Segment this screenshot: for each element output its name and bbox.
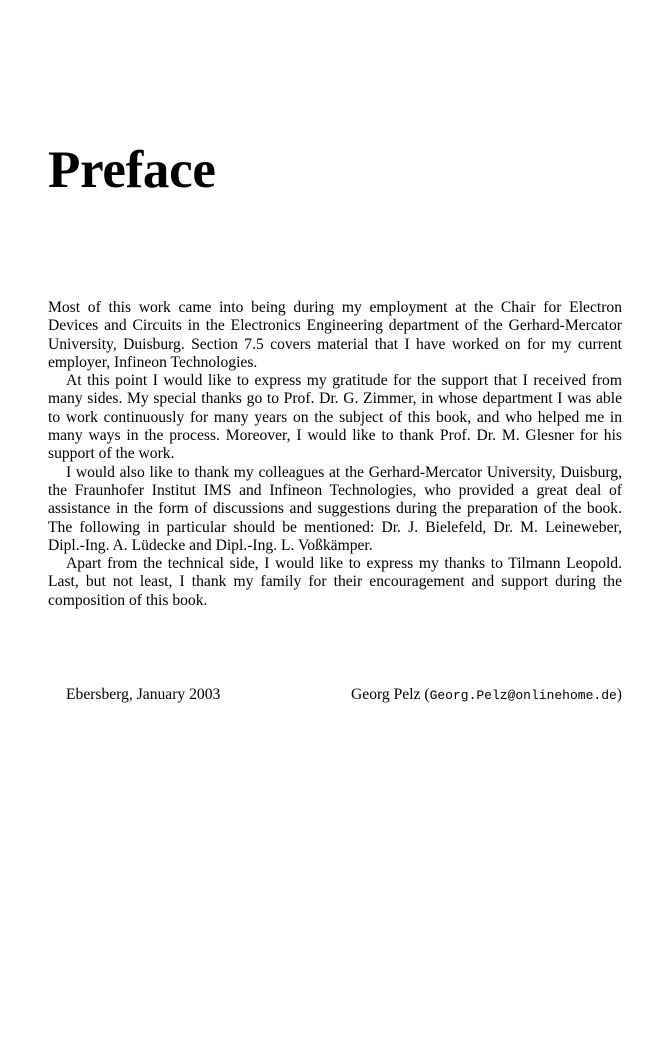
open-paren: ( [424, 686, 430, 703]
author-name: Georg Pelz [351, 686, 421, 703]
preface-body [48, 299, 622, 610]
paragraph-3: I would also like to thank my colleagues at the Gerhard-Mercator University, Duisburg, the Fraunhofer Institut IMS and Infineon Technologies, who provided a great deal of assistance in the form of discussions and suggestions during the preparation of the book. The following in particular should be mentioned: Dr. J. Bielefeld, Dr. M. Leineweber, Dipl.-Ing. A. Lüdecke and Dipl.-Ing. L. Voßkämper. [48, 463, 622, 554]
paragraph-2: At this point I would like to express my gratitude for the support that I received from many sides. My special thanks go to Prof. Dr. G. Zimmer, in whose department I was able to work continuously for many years on the subject of this book, and who helped me in many ways in the process. Moreover, I would like to thank Prof. Dr. M. Glesner for his support of the work. [48, 372, 622, 463]
paragraph-1: Most of this work came into being during my employment at the Chair for Electron Devices and Circuits in the Electronics Engineering department of the Gerhard-Mercator University, Duisburg. Section 7.5 covers material that I have worked on for my current employer, Infineon Technologies. [48, 299, 622, 371]
author-signature [351, 686, 622, 705]
close-paren: ) [616, 686, 622, 703]
place-date: Ebersberg, January 2003 [66, 686, 221, 703]
author-email: Georg.Pelz@onlinehome.de [429, 688, 617, 703]
page-title: Preface [48, 141, 216, 199]
paragraph-4: Apart from the technical side, I would like to express my thanks to Tilmann Leopold. Last, but not least, I thank my family for their encouragement and support during the composition of this book. [48, 555, 622, 609]
signature-line [66, 686, 622, 705]
